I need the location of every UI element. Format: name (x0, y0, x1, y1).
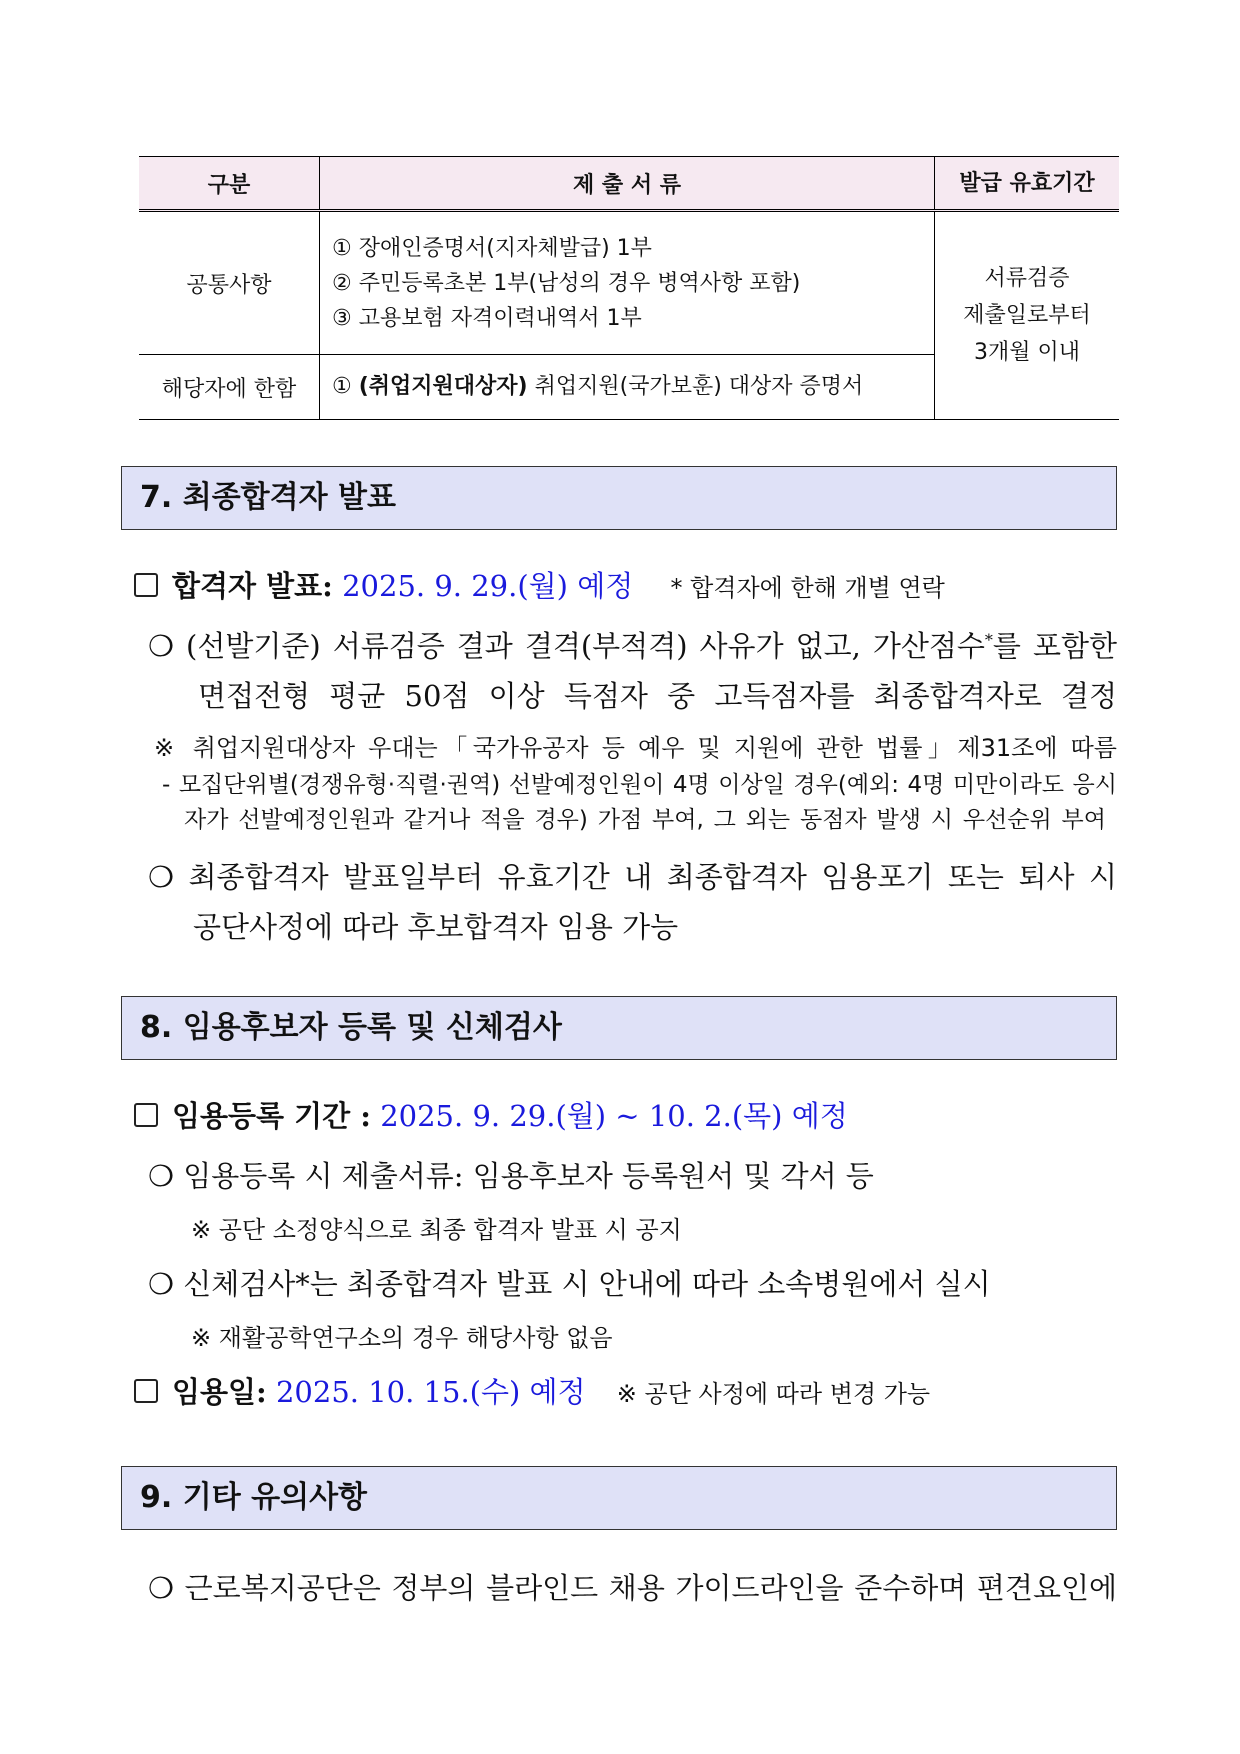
appointment-note: ※ 공단 사정에 따라 변경 가능 (616, 1380, 931, 1408)
header-validity: 발급 유효기간 (935, 157, 1120, 211)
guideline-line-1 (148, 1566, 1117, 1607)
row-label-applicable: 해당자에 한함 (139, 355, 320, 420)
exam-note: ※ 재활공학연구소의 경우 해당사항 없음 (191, 1324, 613, 1352)
validity-line: 3개월 이내 (974, 340, 1080, 365)
criteria-text-b: 를 포함한 (992, 629, 1117, 663)
exam-line: ❍ 신체검사*는 최종합격자 발표 시 안내에 따라 소속병원에서 실시 (148, 1267, 991, 1301)
criteria-line-2 (198, 674, 1117, 715)
document-item: ② 주민등록초본 1부(남성의 경우 병역사항 포함) (332, 270, 801, 296)
document-item: ① 장애인증명서(지자체발급) 1부 (332, 235, 652, 261)
checkbox-square-icon (134, 1379, 158, 1403)
announce-label: 합격자 발표: (172, 569, 333, 603)
note-reference (154, 728, 1117, 763)
announce-line (134, 564, 945, 605)
note-dash-line-1 (162, 766, 1117, 799)
backup-text-1: ❍ 최종합격자 발표일부터 유효기간 내 최종합격자 임용포기 또는 퇴사 시 (148, 860, 1117, 894)
announce-note: * 합격자에 한해 개별 연락 (670, 574, 945, 602)
checkbox-square-icon (134, 573, 158, 597)
validity-line: 제출일로부터 (963, 303, 1091, 328)
note-dash-line-2 (184, 801, 1106, 834)
table-row (139, 211, 1119, 355)
registration-date: 2025. 9. 29.(월) ~ 10. 2.(목) 예정 (380, 1099, 848, 1133)
registration-line (134, 1094, 848, 1135)
appointment-date: 2025. 10. 15.(수) 예정 (275, 1375, 586, 1409)
guideline-text-1: ❍ 근로복지공단은 정부의 블라인드 채용 가이드라인을 준수하며 편견요인에 (148, 1571, 1117, 1605)
note-dash-text-2: 자가 선발예정인원과 같거나 적을 경우) 가점 부여, 그 외는 동점자 발생 시 우선순위 부여 (184, 807, 1106, 833)
backup-line-1 (148, 855, 1117, 896)
documents-line: ❍ 임용등록 시 제출서류: 임용후보자 등록원서 및 각서 등 (148, 1159, 874, 1193)
note-reference-text: ※ 취업지원대상자 우대는「국가유공자 등 예우 및 지원에 관한 법률」제31조에 따름 (154, 734, 1117, 762)
announce-date: 2025. 9. 29.(월) 예정 (342, 569, 634, 603)
note-dash-text-1: - 모집단위별(경쟁유형·직렬·권역) 선발예정인원이 4명 이상일 경우(예외: 4명 미만이라도 응시 (162, 772, 1117, 798)
row-label-common: 공통사항 (139, 211, 320, 355)
backup-line-2: 공단사정에 따라 후보합격자 임용 가능 (193, 910, 679, 944)
header-documents: 제 출 서 류 (320, 157, 935, 211)
criteria-line-1 (148, 624, 1117, 665)
section-7-title: 7. 최종합격자 발표 (121, 466, 1117, 530)
table-header-row (139, 157, 1119, 211)
common-documents-cell (320, 211, 935, 355)
applicable-documents-cell (320, 355, 935, 420)
document-item: ③ 고용보험 자격이력내역서 1부 (332, 305, 642, 331)
registration-label: 임용등록 기간 : (172, 1099, 371, 1133)
item-number: ① (332, 374, 352, 399)
item-text: 취업지원(국가보훈) 대상자 증명서 (534, 374, 864, 399)
footnote-marker: * (984, 630, 993, 650)
criteria-text-2: 면접전형 평균 50점 이상 득점자 중 고득점자를 최종합격자로 결정 (198, 679, 1117, 713)
checkbox-square-icon (134, 1103, 158, 1127)
documents-table (139, 156, 1119, 420)
appointment-label: 임용일: (172, 1375, 267, 1409)
section-8-title: 8. 임용후보자 등록 및 신체검사 (121, 996, 1117, 1060)
section-9-title: 9. 기타 유의사항 (121, 1466, 1117, 1530)
item-bold-label: (취업지원대상자) (358, 374, 528, 399)
appointment-line (134, 1370, 930, 1411)
header-category: 구분 (139, 157, 320, 211)
validity-cell (935, 211, 1120, 420)
validity-line: 서류검증 (984, 266, 1070, 291)
criteria-text-a: ❍ (선발기준) 서류검증 결과 결격(부적격) 사유가 없고, 가산점수 (148, 629, 985, 663)
documents-note: ※ 공단 소정양식으로 최종 합격자 발표 시 공지 (191, 1216, 682, 1244)
